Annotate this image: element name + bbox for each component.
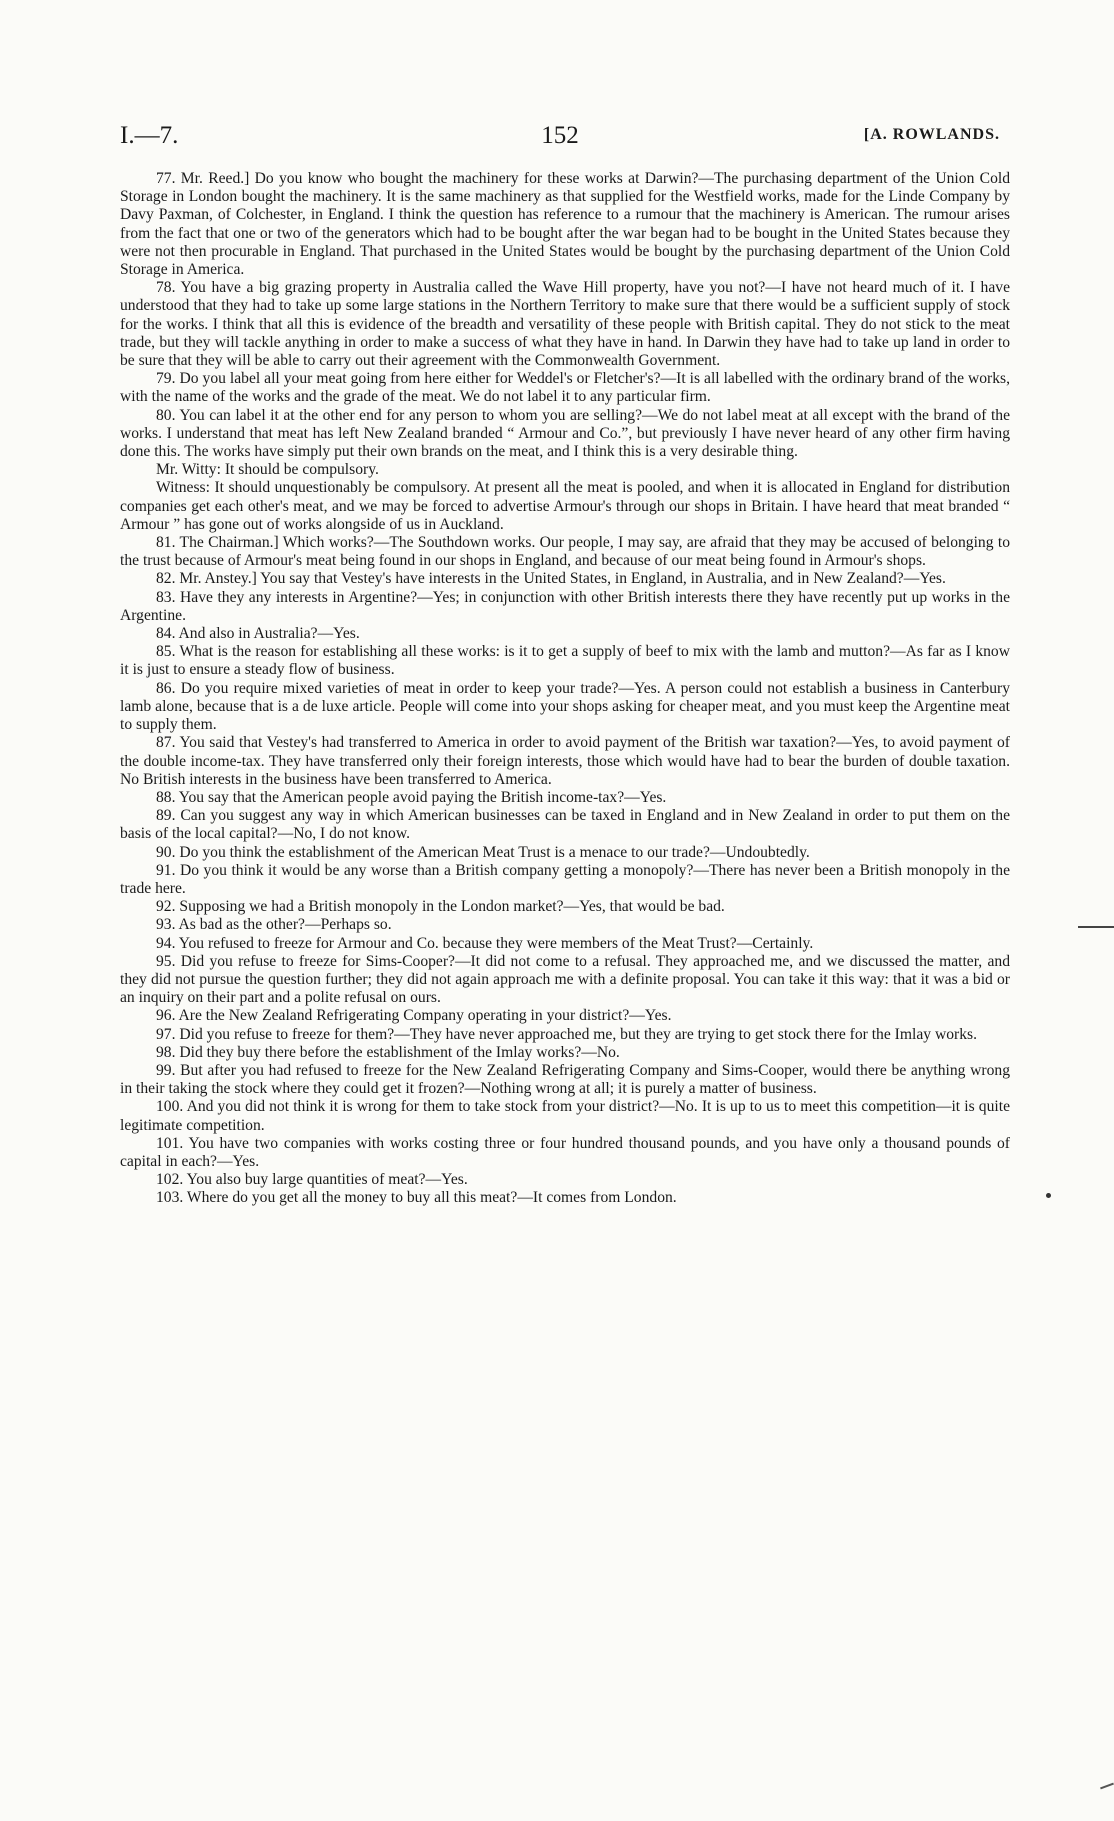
testimony-body — [120, 170, 1010, 1208]
paragraph: 78. You have a big grazing property in Australia called the Wave Hill property, have you not?—I have not heard much of it. I have understood that they had to take up some large stations in the Northern Territory to make sure that there would be a sufficient supply of stock for the works. I think that all this is evidence of the breadth and versatility of these people with British capital. They do not stick to the meat trade, but they will tackle anything in order to make a success of what they have in hand. In Darwin they have had to take up land in order to be sure that they will be able to carry out their agreement with the Commonwealth Government. — [120, 279, 1010, 370]
paragraph: 79. Do you label all your meat going from here either for Weddel's or Fletcher's?—It is all labelled with the ordinary brand of the works, with the name of the works and the grade of the meat. We do not label it to any particular firm. — [120, 370, 1010, 406]
paragraph: Witness: It should unquestionably be compulsory. At present all the meat is pooled, and when it is allocated in England for distribution companies get each other's meat, and we may be forced to advertise Armour's through our shops in Britain. I have heard that meat branded “ Armour ” has gone out of works alongside of us in Auckland. — [120, 479, 1010, 533]
paragraph: 85. What is the reason for establishing all these works: is it to get a supply of beef to mix with the lamb and mutton?—As far as I know it is just to ensure a steady flow of business. — [120, 643, 1010, 679]
paragraph: 80. You can label it at the other end for any person to whom you are selling?—We do not label meat at all except with the brand of the works. I understand that meat has left New Zealand branded “ Armour and Co.”, but previously I have never heard of any other firm having done this. The works have simply put their own brands on the meat, and I think this is a very desirable thing. — [120, 406, 1010, 461]
paragraph: 94. You refused to freeze for Armour and Co. because they were members of the Meat Trust?—Certainly. — [156, 934, 814, 952]
page-header — [120, 122, 1000, 156]
paragraph: 93. As bad as the other?—Perhaps so. — [156, 916, 392, 934]
paragraph: 87. You said that Vestey's had transferred to America in order to avoid payment of the British war taxation?—Yes, to avoid payment of the double income-tax. They have transferred only their foreign interests, those which would have had to bear the burden of double taxation. No British interests in the business have been transferred to America. — [120, 734, 1010, 788]
paragraph: 83. Have they any interests in Argentine?—Yes; in conjunction with other British interests there they have recently put up works in the Argentine. — [120, 588, 1010, 624]
paragraph: 98. Did they buy there before the establishment of the Imlay works?—No. — [156, 1043, 620, 1061]
paragraph: 82. Mr. Anstey.] You say that Vestey's have interests in the United States, in England, in Australia, and in New Zealand?—Yes. — [156, 570, 946, 588]
paragraph: 97. Did you refuse to freeze for them?—They have never approached me, but they are trying to get stock there for the Imlay works. — [156, 1025, 977, 1043]
paragraph: 77. Mr. Reed.] Do you know who bought the machinery for these works at Darwin?—The purchasing department of the Union Cold Storage in London bought the machinery. It is the same machinery as that supplied for the Westfield works, made for the Linde Company by Davy Paxman, of Colchester, in England. I think the question has reference to a rumour that the machinery is American. The rumour arises from the fact that one or two of the generators which had to be bought after the war began had to be bought in the United States because they were not then procurable in England. That purchased in the United States would be bought by the purchasing department of the Union Cold Storage in America. — [120, 170, 1010, 279]
margin-dot — [1046, 1193, 1051, 1198]
witness-name: [A. ROWLANDS. — [863, 126, 1000, 143]
page-number: 152 — [541, 122, 579, 149]
paragraph: 89. Can you suggest any way in which American businesses can be taxed in England and in New Zealand in order to put them on the basis of the local capital?—No, I do not know. — [120, 807, 1010, 843]
paragraph: 84. And also in Australia?—Yes. — [156, 625, 360, 643]
paragraph: Mr. Witty: It should be compulsory. — [156, 461, 379, 479]
paragraph: 99. But after you had refused to freeze for the New Zealand Refrigerating Company and Sims-Cooper, would there be anything wrong in their taking the stock where they could get it frozen?—Nothing wrong at all; it is purely a matter of business. — [120, 1061, 1010, 1098]
document-reference: I.—7. — [120, 122, 179, 149]
paragraph: 88. You say that the American people avoid paying the British income-tax?—Yes. — [156, 788, 667, 806]
paragraph: 96. Are the New Zealand Refrigerating Company operating in your district?—Yes. — [156, 1007, 672, 1025]
paragraph: 100. And you did not think it is wrong for them to take stock from your district?—No. It is up to us to meet this competition—it is quite legitimate competition. — [120, 1098, 1010, 1134]
paragraph: 91. Do you think it would be any worse than a British company getting a monopoly?—There has never been a British monopoly in the trade here. — [120, 861, 1010, 897]
paragraph: 92. Supposing we had a British monopoly in the London market?—Yes, that would be bad. — [156, 898, 725, 916]
margin-mark — [1078, 926, 1114, 928]
paragraph: 103. Where do you get all the money to buy all this meat?—It comes from London. — [156, 1189, 677, 1207]
paragraph: 101. You have two companies with works costing three or four hundred thousand pounds, and you have only a thousand pounds of capital in each?—Yes. — [120, 1134, 1010, 1170]
paragraph: 81. The Chairman.] Which works?—The Southdown works. Our people, I may say, are afraid that they may be accused of belonging to the trust because of Armour's meat being found in our shops in England, and because of our meat being found in Armour's shops. — [120, 534, 1010, 570]
paragraph: 102. You also buy large quantities of meat?—Yes. — [156, 1171, 468, 1189]
paragraph: 90. Do you think the establishment of the American Meat Trust is a menace to our trade?—Undoubtedly. — [156, 843, 810, 861]
paragraph: 86. Do you require mixed varieties of meat in order to keep your trade?—Yes. A person could not establish a business in Canterbury lamb alone, because that is a de luxe article. People will come into your shops asking for cheaper meat, and you must keep the Argentine meat to supply them. — [120, 679, 1010, 734]
paragraph: 95. Did you refuse to freeze for Sims-Cooper?—It did not come to a refusal. They approached me, and we discussed the matter, and they did not pursue the question further; they did not again approach me with a definite proposal. You can take it this way: that it was a bid or an inquiry on their part and a polite refusal on ours. — [120, 952, 1010, 1007]
corner-mark — [1100, 1783, 1114, 1790]
